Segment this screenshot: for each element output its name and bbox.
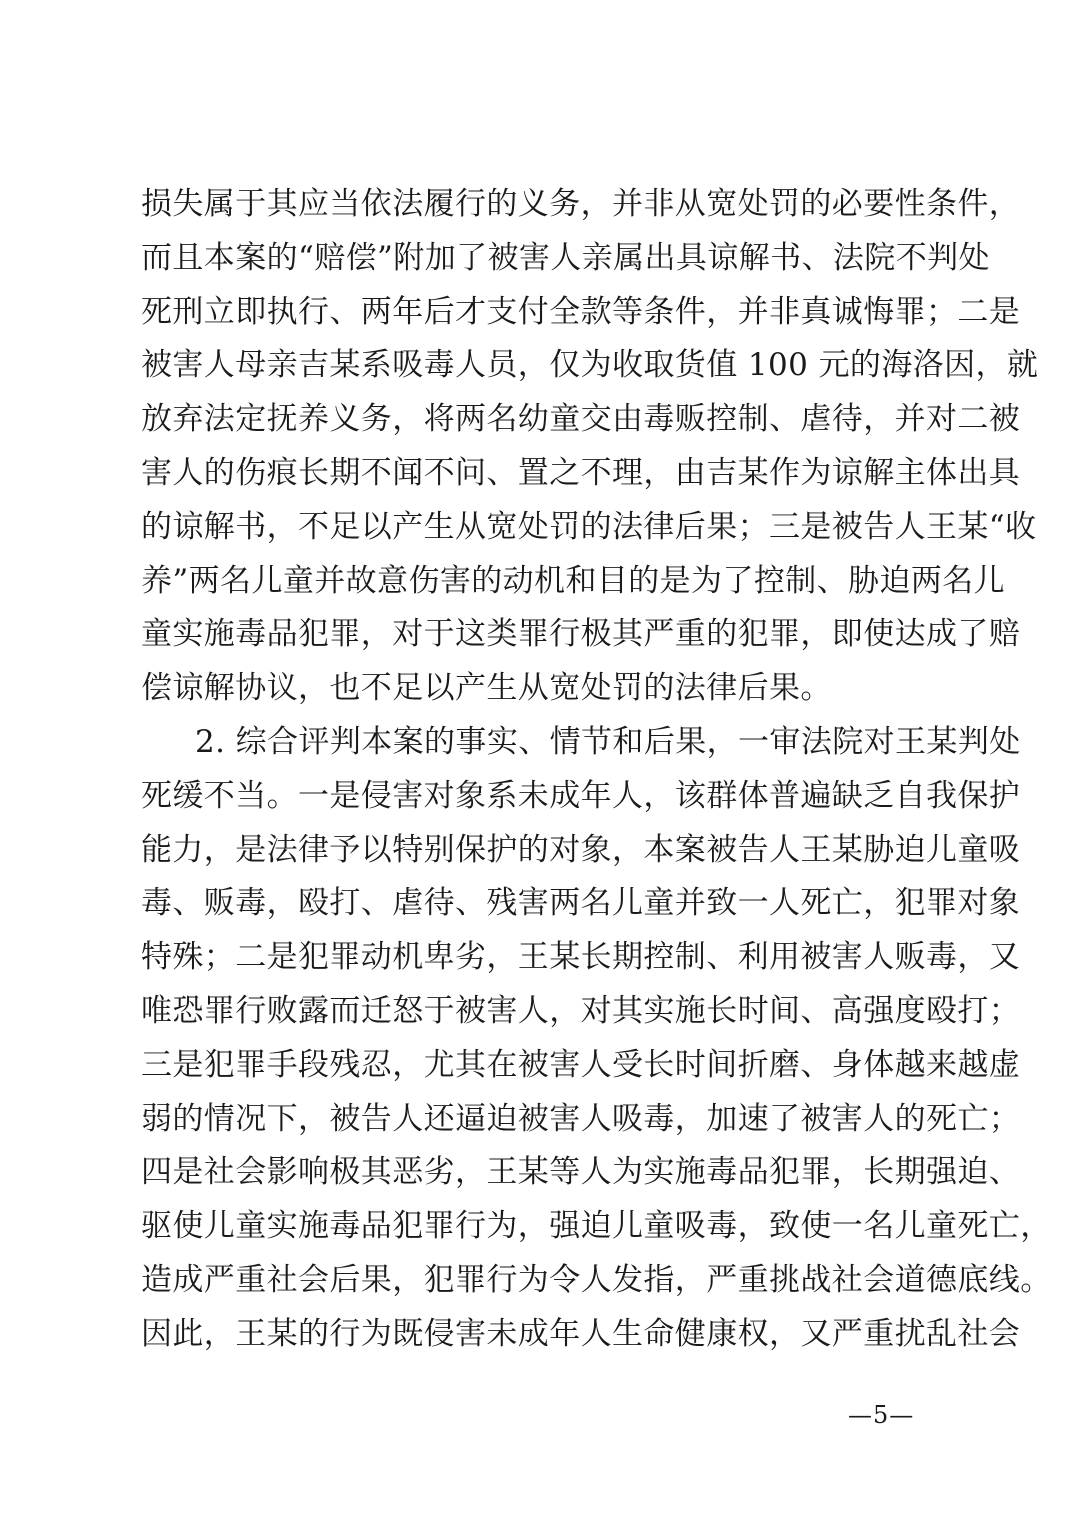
page-number: —5— — [848, 1401, 915, 1429]
text-line: 害人的伤痕长期不闻不问、置之不理，由吉某作为谅解主体出具 — [141, 454, 1021, 491]
text-line: 死缓不当。一是侵害对象系未成年人，该群体普遍缺乏自我保护 — [141, 777, 1021, 814]
text-line: 四是社会影响极其恶劣，王某等人为实施毒品犯罪，长期强迫、 — [141, 1154, 1021, 1191]
text-line: 死刑立即执行、两年后才支付全款等条件，并非真诚悔罪；二是 — [141, 293, 1021, 330]
text-line: 而且本案的“赔偿”附加了被害人亲属出具谅解书、法院不判处 — [141, 239, 990, 276]
text-line: 特殊；二是犯罪动机卑劣，王某长期控制、利用被害人贩毒，又 — [141, 939, 1021, 976]
text-line: 弱的情况下，被告人还逼迫被害人吸毒，加速了被害人的死亡； — [141, 1100, 1021, 1137]
text-line: 童实施毒品犯罪，对于这类罪行极其严重的犯罪，即使达成了赔 — [141, 616, 1021, 653]
text-line: 三是犯罪手段残忍，尤其在被害人受长时间折磨、身体越来越虚 — [141, 1046, 1021, 1083]
text-line: 损失属于其应当依法履行的义务，并非从宽处罚的必要性条件， — [141, 186, 1021, 222]
text-line: 养”两名儿童并故意伤害的动机和目的是为了控制、胁迫两名儿 — [141, 562, 1006, 599]
text-line: 被害人母亲吉某系吸毒人员，仅为收取货值 100 元的海洛因，就 — [141, 347, 1039, 384]
text-line: 造成严重社会后果，犯罪行为令人发指，严重挑战社会道德底线。 — [141, 1261, 1052, 1298]
text-line: 唯恐罪行败露而迁怒于被害人，对其实施长时间、高强度殴打； — [141, 992, 1021, 1029]
text-line: 因此，王某的行为既侵害未成年人生命健康权，又严重扰乱社会 — [141, 1315, 1021, 1352]
text-line: 放弃法定抚养义务，将两名幼童交由毒贩控制、虐待，并对二被 — [141, 401, 1021, 438]
body-text — [141, 178, 1052, 1362]
text-line: 能力，是法律予以特别保护的对象，本案被告人王某胁迫儿童吸 — [141, 831, 1021, 868]
text-line: 的谅解书，不足以产生从宽处罚的法律后果；三是被告人王某“收 — [141, 508, 1037, 545]
text-line: 偿谅解协议，也不足以产生从宽处罚的法律后果。 — [141, 670, 832, 707]
text-line: 2. 综合评判本案的事实、情节和后果，一审法院对王某判处 — [195, 723, 1021, 760]
text-line: 驱使儿童实施毒品犯罪行为，强迫儿童吸毒，致使一名儿童死亡， — [141, 1208, 1052, 1245]
text-line: 毒、贩毒，殴打、虐待、残害两名儿童并致一人死亡，犯罪对象 — [141, 885, 1021, 922]
